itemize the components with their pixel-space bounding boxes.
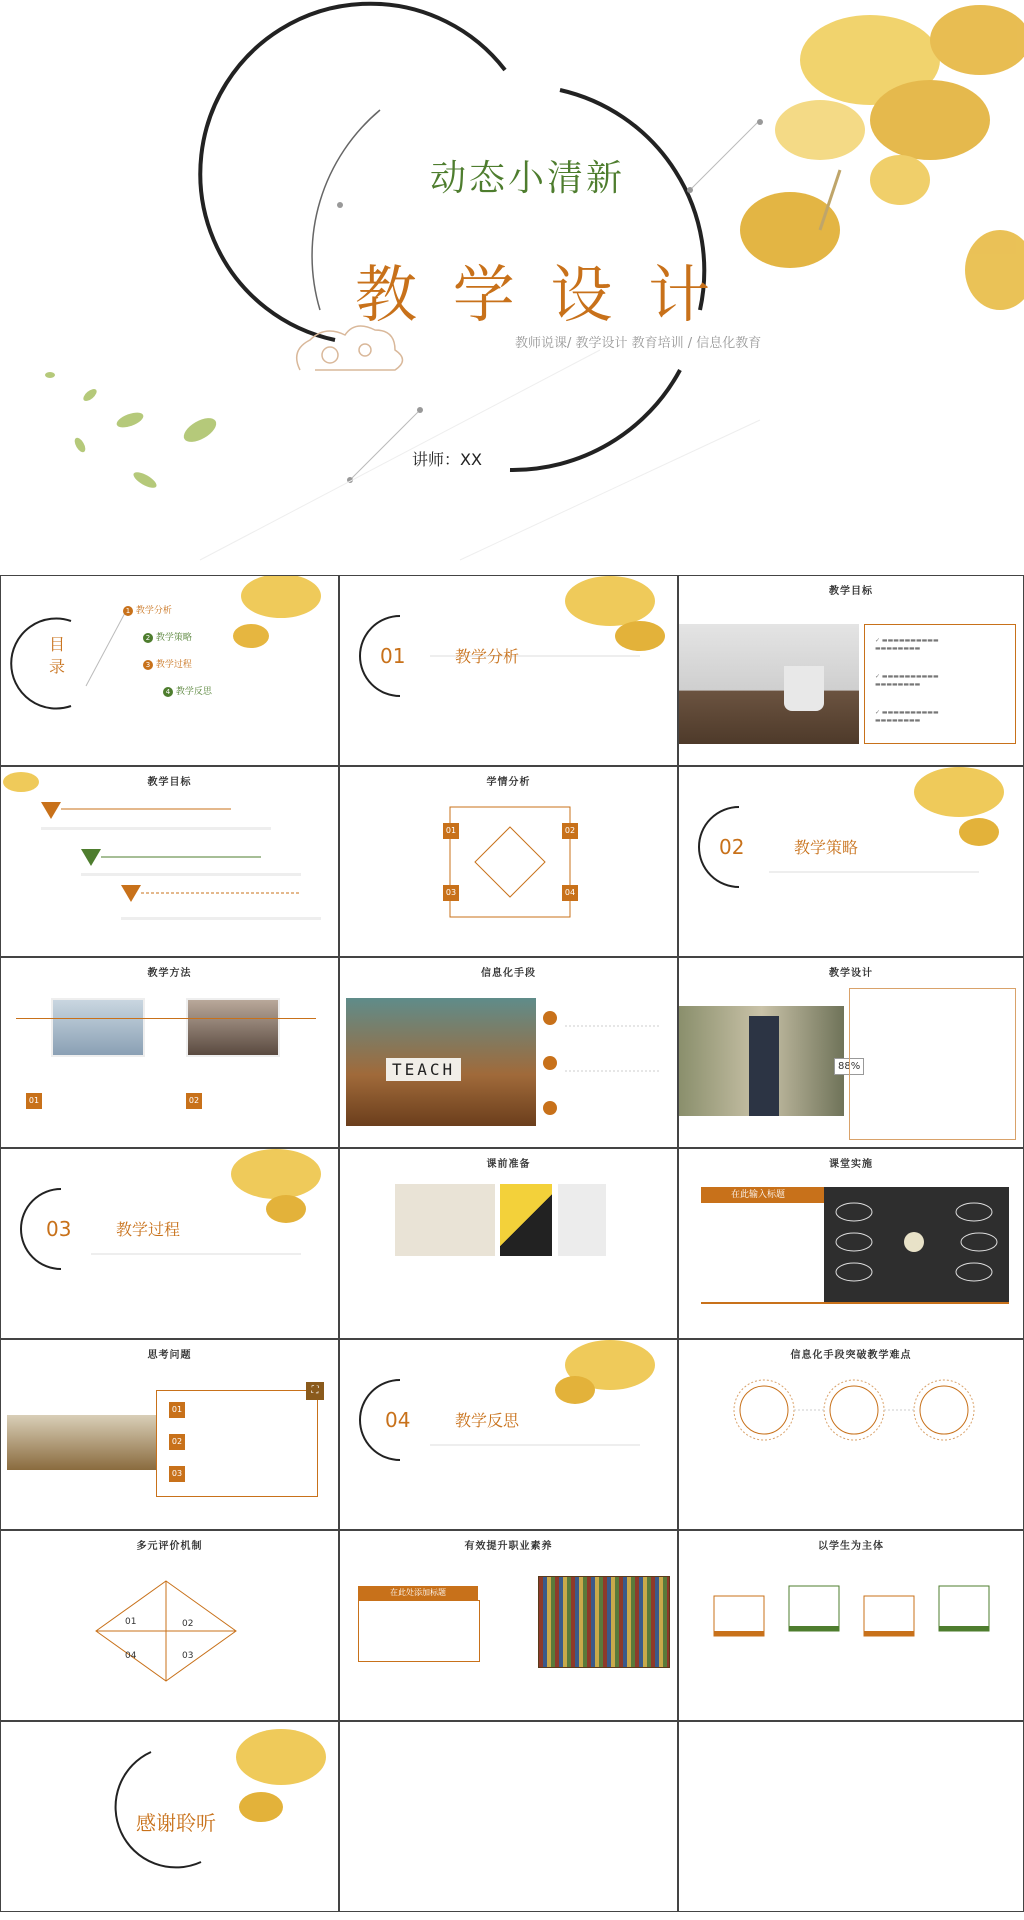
zhuti-boxes (679, 1531, 1024, 1721)
slide-header: 信息化手段 (481, 968, 536, 979)
xueqing-num: 04 (562, 885, 578, 901)
slide-zhuti[interactable] (678, 1530, 1024, 1721)
slide-header: 以学生为主体 (818, 1541, 884, 1552)
cup-photo (679, 624, 859, 744)
slide-goal-1[interactable] (678, 575, 1024, 766)
slide-sheji[interactable] (678, 957, 1024, 1148)
section-decor (340, 576, 678, 766)
classroom-photo (186, 998, 280, 1057)
section-title: 教学过程 (116, 1220, 181, 1239)
goal-steps (1, 767, 339, 957)
teach-blocks: TEACH (386, 1058, 461, 1081)
slide-section-04[interactable] (339, 1339, 678, 1530)
section-decor (340, 1340, 678, 1530)
slide-section-02[interactable] (678, 766, 1024, 957)
thanks-title: 感谢聆听 (136, 1811, 216, 1835)
slide-pingjia[interactable] (0, 1530, 339, 1721)
slide-header: 有效提升职业素养 (464, 1541, 553, 1552)
slide-suyang[interactable] (339, 1530, 678, 1721)
slide-header: 信息化手段突破教学难点 (790, 1350, 912, 1361)
expand-icon[interactable]: ⛶ (306, 1382, 324, 1400)
slide-goal-2[interactable] (0, 766, 339, 957)
suyang-banner: 在此处添加标题 (358, 1586, 478, 1600)
progress-badge: 88% (834, 1058, 864, 1075)
slide-sikao[interactable] (0, 1339, 339, 1530)
slide-header: 教学方法 (147, 968, 192, 979)
xueqing-num: 03 (443, 885, 459, 901)
toc-item[interactable]: 1 教学分析 (123, 598, 212, 625)
section-title: 教学反思 (455, 1411, 520, 1430)
slide-header: 学情分析 (486, 777, 531, 788)
slide-blank (678, 1721, 1024, 1912)
bookshelf-photo (538, 1576, 670, 1668)
method-num: 01 (26, 1093, 42, 1109)
section-num: 04 (385, 1408, 411, 1432)
book-photo (7, 1415, 157, 1470)
slide-blank (339, 1721, 678, 1912)
quad-num: 02 (182, 1619, 194, 1629)
ktang-banner: 在此输入标题 (701, 1187, 851, 1203)
nandian-circles (679, 1340, 1024, 1530)
question-num: 01 (169, 1402, 185, 1418)
method-num: 02 (186, 1093, 202, 1109)
chalkboard-photo (824, 1187, 1009, 1302)
student-photo (51, 998, 145, 1057)
hero-title: 教 学 设 计 (355, 258, 719, 331)
xueqing-diagram (340, 767, 678, 957)
toc-item[interactable]: 2 教学策略 (123, 625, 212, 652)
slide-header: 教学目标 (147, 777, 192, 788)
xinxi-list (340, 958, 678, 1148)
question-num: 03 (169, 1466, 185, 1482)
notebook-photo (395, 1184, 495, 1256)
section-num: 02 (719, 835, 745, 859)
section-decor (1, 1149, 339, 1339)
slide-header: 课前准备 (486, 1159, 531, 1170)
section-title: 教学策略 (794, 838, 859, 857)
hero-subtitle: 动态小清新 (430, 158, 626, 199)
slide-xueqing[interactable] (339, 766, 678, 957)
section-title: 教学分析 (455, 647, 520, 666)
title-slide (0, 0, 1024, 575)
question-num: 02 (169, 1434, 185, 1450)
xueqing-num: 01 (443, 823, 459, 839)
hero-tagline: 教师说课/ 教学设计 教育培训 / 信息化教育 (515, 336, 762, 351)
walker-photo (679, 1006, 844, 1116)
toc-title-b: 录 (49, 657, 66, 676)
slide-ktang[interactable] (678, 1148, 1024, 1339)
slide-header: 思考问题 (147, 1350, 192, 1361)
slide-header: 教学目标 (829, 586, 873, 597)
pingjia-diamond (1, 1531, 339, 1721)
slide-header: 教学设计 (829, 968, 873, 979)
xueqing-num: 02 (562, 823, 578, 839)
quad-num: 01 (125, 1617, 137, 1627)
goal-list: ✓ ▬▬▬▬▬▬▬▬▬▬ ▬▬▬▬▬▬▬▬ ✓ ▬▬▬▬▬▬▬▬▬▬ ▬▬▬▬▬▬▬▬ ✓ ▬▬▬▬▬▬▬▬▬▬ ▬▬▬▬▬▬▬▬ (864, 624, 1016, 744)
slide-grid (0, 575, 1024, 1920)
quad-num: 04 (125, 1651, 137, 1661)
toc-item[interactable]: 3 教学过程 (123, 652, 212, 679)
slide-xinxi[interactable] (339, 957, 678, 1148)
slide-kqian[interactable] (339, 1148, 678, 1339)
chalk-bulb (824, 1187, 1009, 1302)
slide-toc[interactable] (0, 575, 339, 766)
section-num: 01 (380, 644, 406, 668)
section-num: 03 (46, 1217, 72, 1241)
quad-num: 03 (182, 1651, 194, 1661)
calculator-photo (558, 1184, 606, 1256)
section-decor (679, 767, 1024, 957)
slide-fangfa[interactable] (0, 957, 339, 1148)
slide-header: 课堂实施 (829, 1159, 873, 1170)
toc-item[interactable]: 4 教学反思 (123, 679, 212, 706)
slide-nandian[interactable] (678, 1339, 1024, 1530)
slide-thanks[interactable] (0, 1721, 339, 1912)
toc-title-a: 目 (49, 635, 66, 654)
hero-lecturer: 讲师：XX (412, 450, 482, 469)
slide-section-01[interactable] (339, 575, 678, 766)
slide-header: 多元评价机制 (136, 1541, 203, 1552)
slide-section-03[interactable] (0, 1148, 339, 1339)
yellow-photo (500, 1184, 552, 1256)
